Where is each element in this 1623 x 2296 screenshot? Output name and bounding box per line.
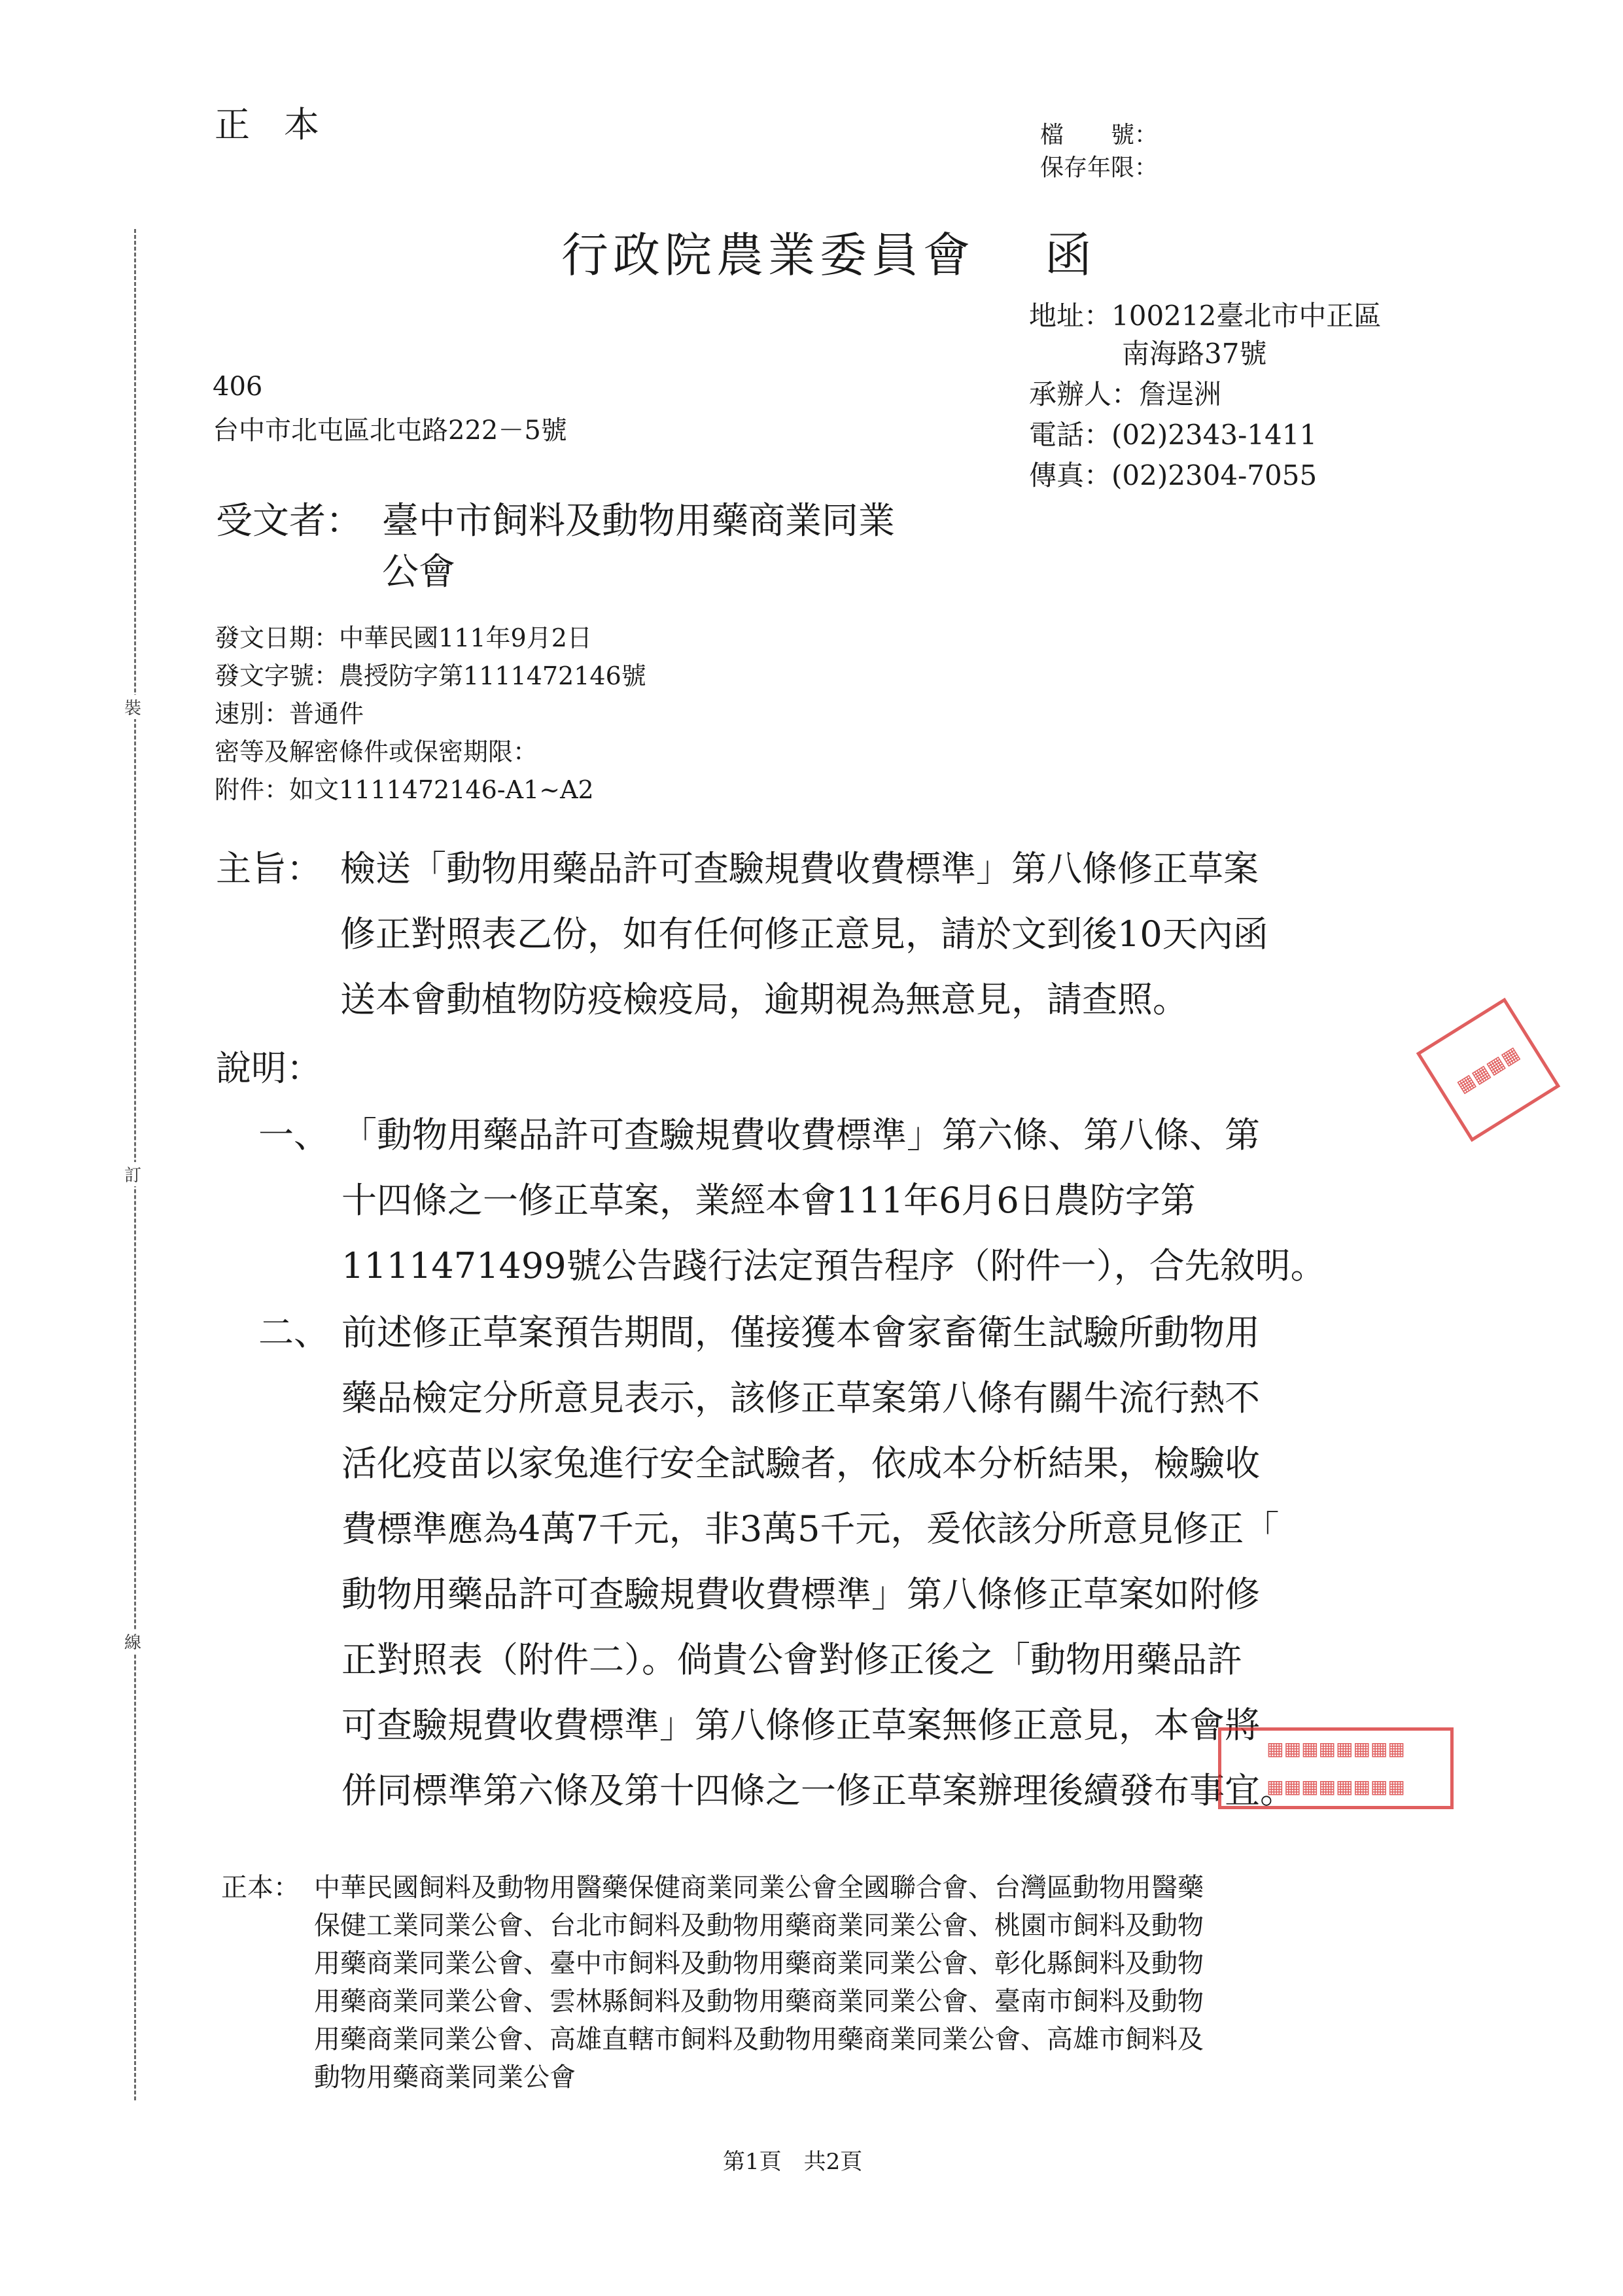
agency-contact: 承辦人：詹逞洲	[1029, 378, 1222, 410]
agency-phone: 電話：(02)2343-1411	[1029, 419, 1318, 451]
item-line: 「動物用藥品許可查驗規費收費標準」第六條、第八條、第	[341, 1114, 1260, 1156]
item-line: 費標準應為4萬7千元，非3萬5千元，爰依該分所意見修正「	[341, 1508, 1280, 1549]
subject-line: 檢送「動物用藥品許可查驗規費收費標準」第八條修正草案	[340, 848, 1259, 889]
document-title: 行政院農業委員會	[561, 228, 975, 283]
item-line: 動物用藥品許可查驗規費收費標準」第八條修正草案如附修	[341, 1574, 1260, 1615]
agency-address-line2: 南海路37號	[1122, 338, 1267, 370]
retention-label: 保存年限：	[1040, 154, 1159, 181]
binding-mark-middle: 訂	[124, 1162, 141, 1186]
cc-line: 用藥商業同業公會、雲林縣飼料及動物用藥商業同業公會、臺南市飼料及動物	[314, 1987, 1204, 2017]
subject-line: 送本會動植物防疫檢疫局，逾期視為無意見，請查照。	[340, 979, 1188, 1020]
subject-label: 主旨：	[216, 848, 322, 889]
attachments: 附件：如文1111472146-A1~A2	[215, 775, 594, 804]
cc-line: 保健工業同業公會、台北市飼料及動物用藥商業同業公會、桃園市飼料及動物	[314, 1911, 1204, 1941]
file-number-label: 檔 號：	[1040, 122, 1159, 149]
item-line: 可查驗規費收費標準」第八條修正草案無修正意見，本會將	[341, 1704, 1260, 1746]
addressee-line1: 臺中市飼料及動物用藥商業同業	[382, 500, 895, 542]
issue-date: 發文日期：中華民國111年9月2日	[215, 624, 592, 652]
cc-line: 中華民國飼料及動物用醫藥保健商業同業公會全國聯合會、台灣區動物用醫藥	[314, 1873, 1204, 1903]
copy-label: 正本	[215, 104, 353, 145]
secrecy-level: 密等及解密條件或保密期限：	[215, 737, 538, 766]
binding-mark-top: 裝	[124, 695, 141, 719]
explanation-label: 說明：	[216, 1048, 322, 1089]
item-line: 十四條之一修正草案，業經本會111年6月6日農防字第	[341, 1180, 1196, 1221]
item-line: 併同標準第六條及第十四條之一修正草案辦理後續發布事宜。	[341, 1770, 1295, 1811]
cc-line: 動物用藥商業同業公會	[314, 2062, 576, 2093]
binding-mark-bottom: 線	[124, 1629, 141, 1653]
document-kind: 函	[1045, 228, 1092, 283]
addressee-label: 受文者：	[216, 500, 362, 542]
item-line: 1111471499號公告踐行法定預告程序（附件一），合先敘明。	[341, 1245, 1326, 1286]
recipient-address: 台中市北屯區北屯路222－5號	[213, 415, 567, 446]
cc-line: 用藥商業同業公會、高雄直轄市飼料及動物用藥商業同業公會、高雄市飼料及	[314, 2024, 1204, 2055]
recipient-zip: 406	[213, 372, 263, 402]
page-number: 第1頁 共2頁	[723, 2149, 863, 2175]
item-line: 正對照表（附件二）。倘貴公會對修正後之「動物用藥品許	[341, 1639, 1242, 1680]
delivery-speed: 速別：普通件	[215, 699, 364, 728]
document-number: 發文字號：農授防字第1111472146號	[215, 662, 646, 690]
agency-address-line1: 地址：100212臺北市中正區	[1029, 300, 1382, 332]
item-number: 二、	[258, 1312, 329, 1353]
item-line: 藥品檢定分所意見表示，該修正草案第八條有關牛流行熱不	[341, 1377, 1260, 1419]
cc-label: 正本：	[221, 1873, 300, 1903]
subject-line: 修正對照表乙份，如有任何修正意見，請於文到後10天內函	[340, 913, 1268, 955]
addressee-line2: 公會	[382, 551, 455, 593]
item-line: 活化疫苗以家兔進行安全試驗者，依成本分析結果，檢驗收	[341, 1443, 1260, 1484]
item-line: 前述修正草案預告期間，僅接獲本會家畜衛生試驗所動物用	[341, 1312, 1260, 1353]
item-number: 一、	[258, 1114, 329, 1156]
cc-line: 用藥商業同業公會、臺中市飼料及動物用藥商業同業公會、彰化縣飼料及動物	[314, 1949, 1204, 1979]
official-seal-stamp: ▦▦▦▦▦▦▦▦ ▦▦▦▦▦▦▦▦	[1218, 1727, 1454, 1809]
agency-fax: 傳真：(02)2304-7055	[1029, 459, 1318, 491]
official-seal-stamp: ▦▦ ▦▦	[1416, 998, 1560, 1142]
